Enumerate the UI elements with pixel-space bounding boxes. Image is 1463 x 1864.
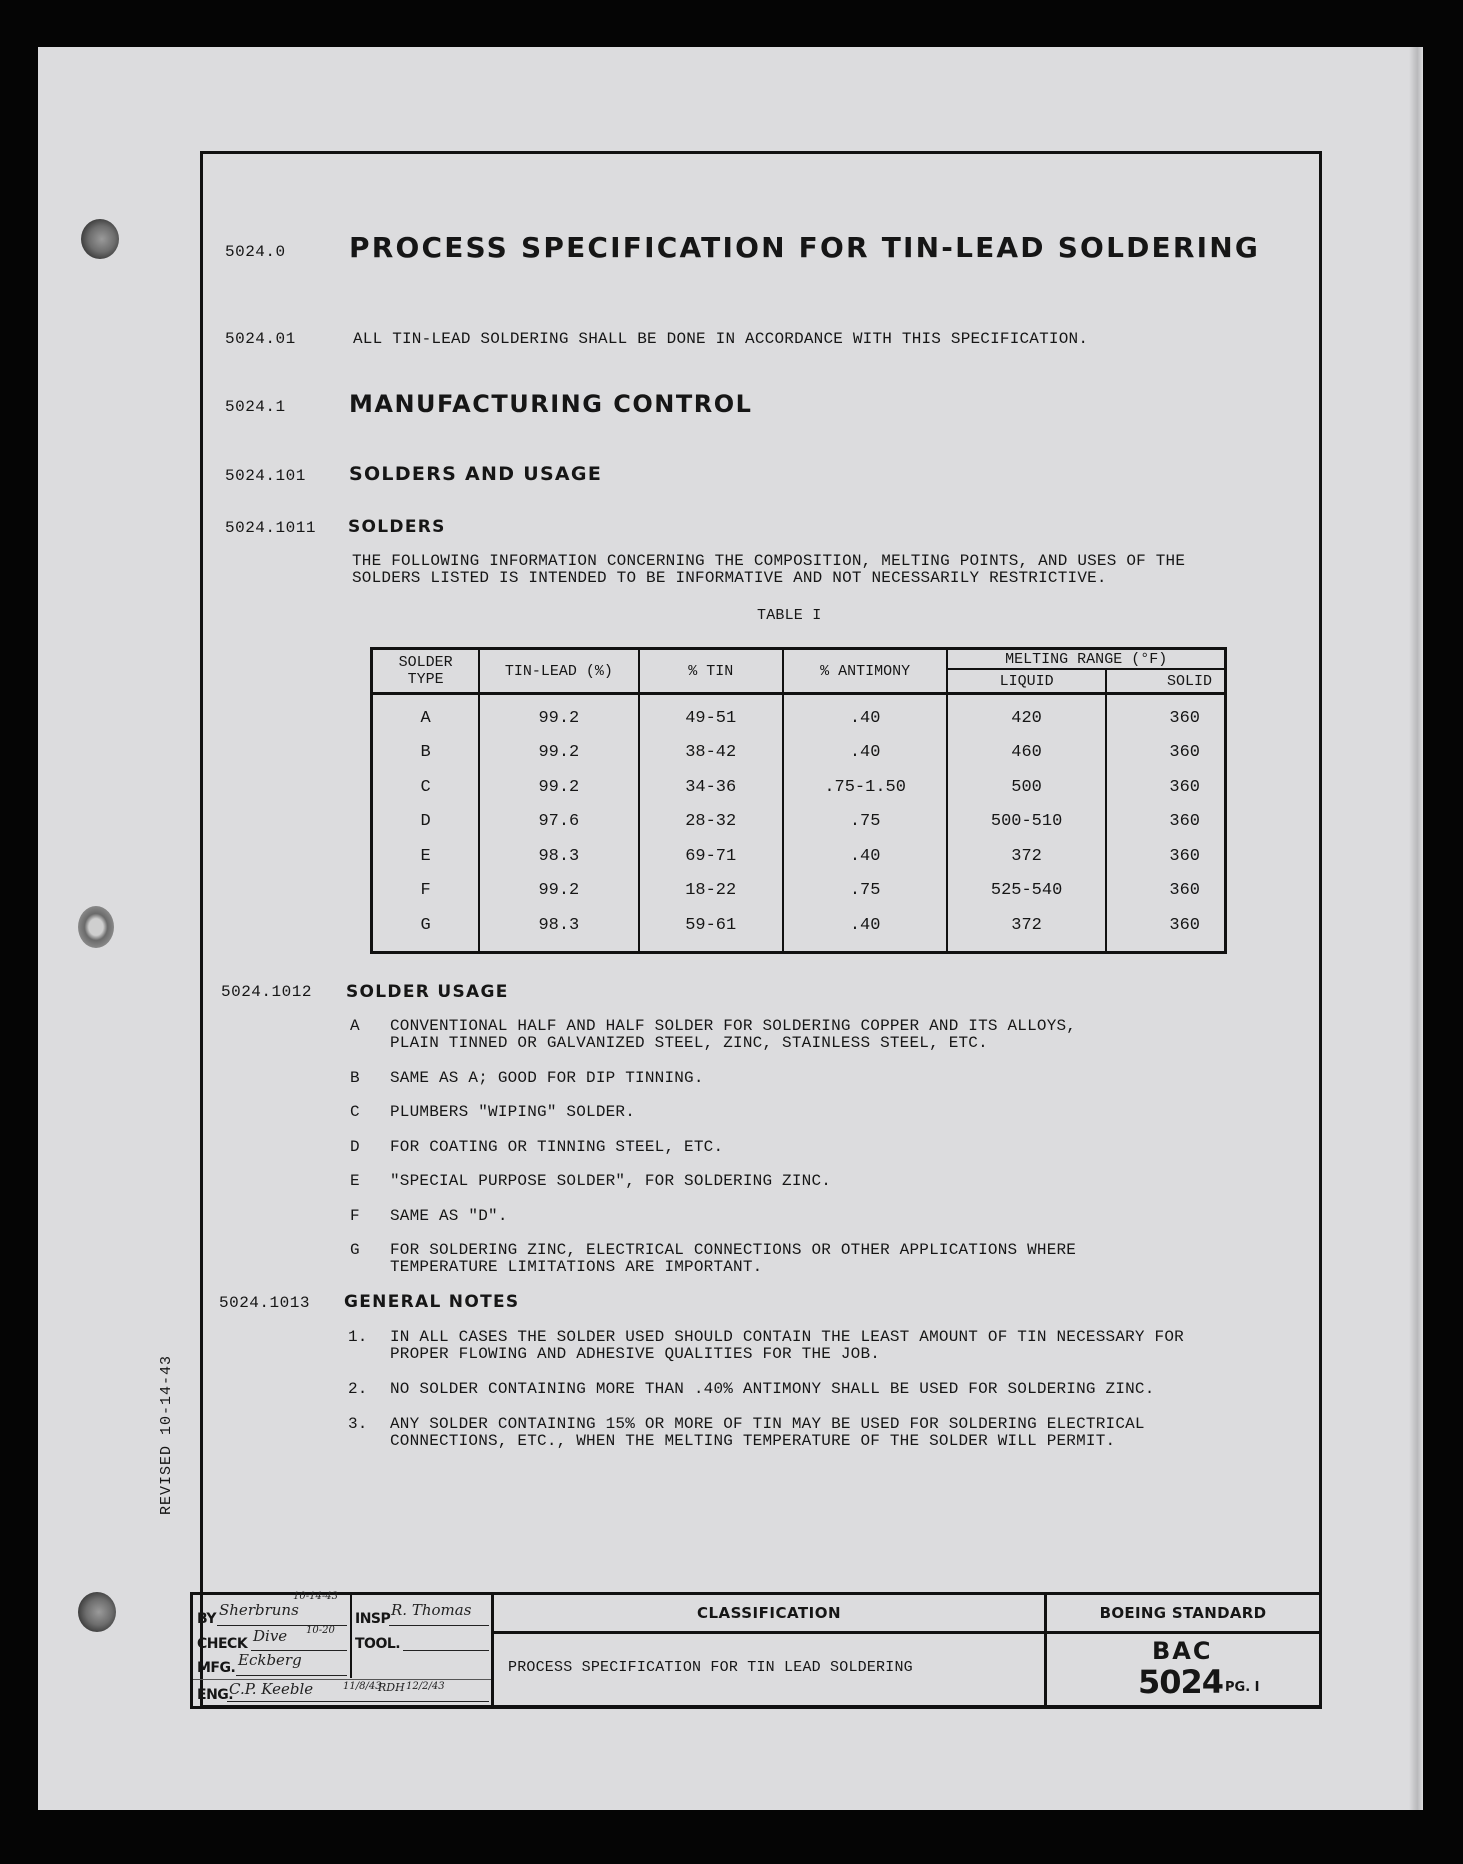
cell-tin-lead: 97.6 <box>479 805 638 840</box>
doc-prefix: BAC <box>1152 1637 1213 1665</box>
approvals-cell <box>193 1591 494 1706</box>
tool-label: TOOL. <box>355 1636 401 1652</box>
item-text: PROPER FLOWING AND ADHESIVE QUALITIES FOR THE JOB. <box>390 1345 881 1363</box>
cell-liquid: 500 <box>947 770 1105 805</box>
doc-number: 5024 <box>1138 1663 1224 1701</box>
cell-liquid: 460 <box>947 736 1105 771</box>
section-heading: SOLDER USAGE <box>346 982 509 1002</box>
col-header-solder-type <box>372 649 480 694</box>
boeing-standard-cell <box>1047 1595 1319 1706</box>
table-row <box>372 874 1226 909</box>
cell-antimony: .40 <box>783 839 947 874</box>
cell-type: F <box>372 874 480 909</box>
cell-solid: 360 <box>1106 908 1226 952</box>
cell-liquid: 372 <box>947 839 1105 874</box>
col-header-pct-antimony: % ANTIMONY <box>783 649 947 694</box>
classification-cell <box>494 1595 1047 1706</box>
standard-header: BOEING STANDARD <box>1099 1604 1267 1622</box>
paragraph-line: THE FOLLOWING INFORMATION CONCERNING THE COMPOSITION, MELTING POINTS, AND USES OF THE <box>352 552 1186 570</box>
cell-antimony: .40 <box>783 908 947 952</box>
page-title: PROCESS SPECIFICATION FOR TIN-LEAD SOLDERING <box>349 231 1261 264</box>
table-row <box>372 694 1226 736</box>
insp-line <box>389 1625 489 1626</box>
cell-solid: 360 <box>1106 805 1226 840</box>
cell-tin-lead: 99.2 <box>479 770 638 805</box>
cell-solid: 360 <box>1106 736 1226 771</box>
section-number: 5024.1012 <box>221 983 312 1001</box>
cell-tin-lead: 98.3 <box>479 839 638 874</box>
cell-tin: 49-51 <box>639 694 783 736</box>
item-letter: C <box>350 1103 360 1121</box>
cell-liquid: 372 <box>947 908 1105 952</box>
table-row <box>372 839 1226 874</box>
paragraph-line: SOLDERS LISTED IS INTENDED TO BE INFORMATIVE AND NOT NECESSARILY RESTRICTIVE. <box>352 569 1107 587</box>
item-text: IN ALL CASES THE SOLDER USED SHOULD CONTAIN THE LEAST AMOUNT OF TIN NECESSARY FOR <box>390 1328 1184 1346</box>
eng-line <box>227 1701 489 1702</box>
cell-type: C <box>372 770 480 805</box>
cell-antimony: .75-1.50 <box>783 770 947 805</box>
col-header-solid: SOLID <box>1106 669 1226 694</box>
item-letter: D <box>350 1138 360 1156</box>
cell-tin-lead: 99.2 <box>479 694 638 736</box>
cell-antimony: .40 <box>783 694 947 736</box>
item-text: TEMPERATURE LIMITATIONS ARE IMPORTANT. <box>390 1258 763 1276</box>
item-text: PLUMBERS "WIPING" SOLDER. <box>390 1103 636 1121</box>
section-number: 5024.101 <box>225 467 306 485</box>
punch-hole <box>78 906 114 948</box>
cell-tin: 59-61 <box>639 908 783 952</box>
cell-tin-lead: 98.3 <box>479 908 638 952</box>
section-number: 5024.0 <box>225 243 286 261</box>
punch-hole <box>78 1592 116 1632</box>
revision-note: REVISED 10-14-43 <box>158 1354 175 1515</box>
eng-signature-2: RDH <box>378 1681 405 1694</box>
cell-type: A <box>372 694 480 736</box>
table-caption: TABLE I <box>757 607 822 624</box>
general-notes-list <box>348 1329 1298 1459</box>
cell-type: G <box>372 908 480 952</box>
cell-tin: 34-36 <box>639 770 783 805</box>
item-text: FOR SOLDERING ZINC, ELECTRICAL CONNECTIONS OR OTHER APPLICATIONS WHERE <box>390 1241 1077 1259</box>
check-label: CHECK <box>197 1636 248 1652</box>
scope-statement: ALL TIN-LEAD SOLDERING SHALL BE DONE IN ACCORDANCE WITH THIS SPECIFICATION. <box>353 330 1089 348</box>
cell-type: D <box>372 805 480 840</box>
solder-usage-list <box>350 1018 1250 1278</box>
cell-antimony: .75 <box>783 874 947 909</box>
title-block <box>190 1592 1322 1709</box>
by-signature: Sherbruns <box>219 1601 299 1619</box>
eng-signature: C.P. Keeble <box>229 1680 314 1698</box>
section-number: 5024.1 <box>225 398 286 416</box>
item-text: SAME AS "D". <box>390 1207 508 1225</box>
insp-label: INSP <box>355 1611 391 1627</box>
cell-tin: 18-22 <box>639 874 783 909</box>
item-text: "SPECIAL PURPOSE SOLDER", FOR SOLDERING ZINC. <box>390 1172 832 1190</box>
item-text: NO SOLDER CONTAINING MORE THAN .40% ANTIMONY SHALL BE USED FOR SOLDERING ZINC. <box>390 1380 1155 1398</box>
eng-date: 11/8/43 <box>343 1681 382 1692</box>
cell-type: B <box>372 736 480 771</box>
page-number: PG. I <box>1225 1680 1260 1695</box>
mfg-signature: Eckberg <box>238 1651 302 1669</box>
col-header-tin-lead: TIN-LEAD (%) <box>479 649 638 694</box>
by-label: BY <box>197 1611 217 1627</box>
classification-text: PROCESS SPECIFICATION FOR TIN LEAD SOLDERING <box>508 1659 913 1676</box>
table-row <box>372 805 1226 840</box>
solder-composition-table <box>370 647 1227 954</box>
cell-solid: 360 <box>1106 770 1226 805</box>
cell-type: E <box>372 839 480 874</box>
eng-label: ENG. <box>197 1687 234 1703</box>
item-letter: A <box>350 1017 360 1035</box>
cell-solid: 360 <box>1106 839 1226 874</box>
by-date: 10-14-43 <box>293 1591 338 1602</box>
classification-header: CLASSIFICATION <box>696 1604 842 1622</box>
cell-antimony: .40 <box>783 736 947 771</box>
table-row <box>372 770 1226 805</box>
cell-tin: 28-32 <box>639 805 783 840</box>
mfg-line <box>236 1675 347 1676</box>
cell-antimony: .75 <box>783 805 947 840</box>
section-number: 5024.1011 <box>225 519 316 537</box>
item-number: 2. <box>348 1380 368 1398</box>
col-header-melting-range: MELTING RANGE (°F) <box>947 649 1225 670</box>
col-header-liquid: LIQUID <box>947 669 1105 694</box>
punch-hole <box>81 219 119 259</box>
divider <box>350 1595 352 1678</box>
item-text: SAME AS A; GOOD FOR DIP TINNING. <box>390 1069 704 1087</box>
item-text: PLAIN TINNED OR GALVANIZED STEEL, ZINC, STAINLESS STEEL, ETC. <box>390 1034 988 1052</box>
item-text: CONNECTIONS, ETC., WHEN THE MELTING TEMPERATURE OF THE SOLDER WILL PERMIT. <box>390 1432 1116 1450</box>
table-row <box>372 736 1226 771</box>
section-heading: SOLDERS <box>348 517 446 537</box>
item-text: FOR COATING OR TINNING STEEL, ETC. <box>390 1138 724 1156</box>
section-heading: SOLDERS AND USAGE <box>349 463 603 485</box>
cell-liquid: 420 <box>947 694 1105 736</box>
cell-solid: 360 <box>1106 874 1226 909</box>
section-number: 5024.01 <box>225 330 296 348</box>
section-heading: GENERAL NOTES <box>344 1292 520 1312</box>
section-number: 5024.1013 <box>219 1294 310 1312</box>
item-letter: G <box>350 1241 360 1259</box>
cell-liquid: 525-540 <box>947 874 1105 909</box>
cell-tin: 38-42 <box>639 736 783 771</box>
item-letter: E <box>350 1172 360 1190</box>
item-number: 1. <box>348 1328 368 1346</box>
item-text: ANY SOLDER CONTAINING 15% OR MORE OF TIN MAY BE USED FOR SOLDERING ELECTRICAL <box>390 1415 1145 1433</box>
tool-line <box>403 1650 489 1651</box>
cell-tin: 69-71 <box>639 839 783 874</box>
item-text: CONVENTIONAL HALF AND HALF SOLDER FOR SOLDERING COPPER AND ITS ALLOYS, <box>390 1017 1077 1035</box>
header-text: TYPE <box>407 671 444 688</box>
cell-solid: 360 <box>1106 694 1226 736</box>
section-heading: MANUFACTURING CONTROL <box>349 390 753 418</box>
cell-liquid: 500-510 <box>947 805 1105 840</box>
insp-signature: R. Thomas <box>391 1601 472 1619</box>
check-date: 10-20 <box>306 1625 335 1636</box>
cell-tin-lead: 99.2 <box>479 736 638 771</box>
mfg-label: MFG. <box>197 1660 236 1676</box>
item-letter: F <box>350 1207 360 1225</box>
eng-date-2: 12/2/43 <box>406 1681 445 1692</box>
check-signature: Dive <box>253 1627 288 1645</box>
item-letter: B <box>350 1069 360 1087</box>
table-row <box>372 908 1226 952</box>
item-number: 3. <box>348 1415 368 1433</box>
header-text: SOLDER <box>398 654 453 671</box>
col-header-pct-tin: % TIN <box>639 649 783 694</box>
cell-tin-lead: 99.2 <box>479 874 638 909</box>
